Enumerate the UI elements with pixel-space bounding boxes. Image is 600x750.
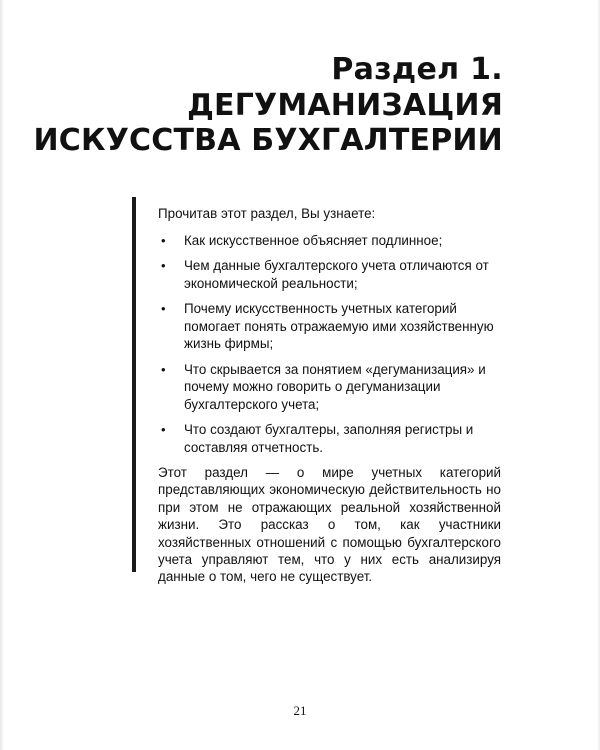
list-item-text: Как искусственное объясняет подлинное; — [184, 232, 443, 248]
list-item — [158, 257, 501, 292]
list-item-text: Что создают бухгалтеры, заполняя регистры и составляя отчетность. — [184, 422, 474, 455]
list-item-text: Почему искусственность учетных категорий помогает понять отражаемую ими хозяйственную жизнь фирмы; — [184, 301, 494, 351]
bullet-icon: • — [161, 301, 166, 316]
bullet-icon: • — [161, 422, 166, 437]
list-item-text: Что скрывается за понятием «дегуманизация» и почему можно говорить о дегуманизации бухгалтерского учета; — [184, 361, 486, 412]
bullet-icon: • — [161, 258, 166, 273]
list-item — [158, 232, 501, 250]
section-summary — [158, 205, 501, 586]
bullet-icon: • — [161, 361, 166, 377]
section-title-line-2: ИСКУССТВА БУХГАЛТЕРИИ — [33, 123, 503, 159]
page-number: 21 — [293, 703, 307, 718]
section-heading — [33, 52, 503, 159]
learning-points-list — [158, 232, 501, 457]
section-description: Этот раздел — о мире учетных категорий представляющих экономическую действительность но при этом не отражающих реальной хозяйственной жизни. Это рассказ о том, как участники хозяйственных отношений с помощью бухгалтерского учета управляют тем, что у них есть анализируя данные о том, чего не существует. — [158, 465, 501, 585]
sidebar-rule — [132, 197, 136, 572]
list-item — [158, 361, 501, 414]
list-item — [158, 421, 501, 456]
section-number: Раздел 1. — [331, 52, 503, 87]
list-item-text: Чем данные бухгалтерского учета отличаются от экономической реальности; — [184, 258, 489, 291]
bullet-icon: • — [161, 232, 166, 248]
list-item — [158, 300, 501, 353]
section-title-line-1: ДЕГУМАНИЗАЦИЯ — [187, 87, 503, 123]
intro-text: Прочитав этот раздел, Вы узнаете: — [158, 206, 376, 221]
page-edge-left — [0, 0, 4, 750]
